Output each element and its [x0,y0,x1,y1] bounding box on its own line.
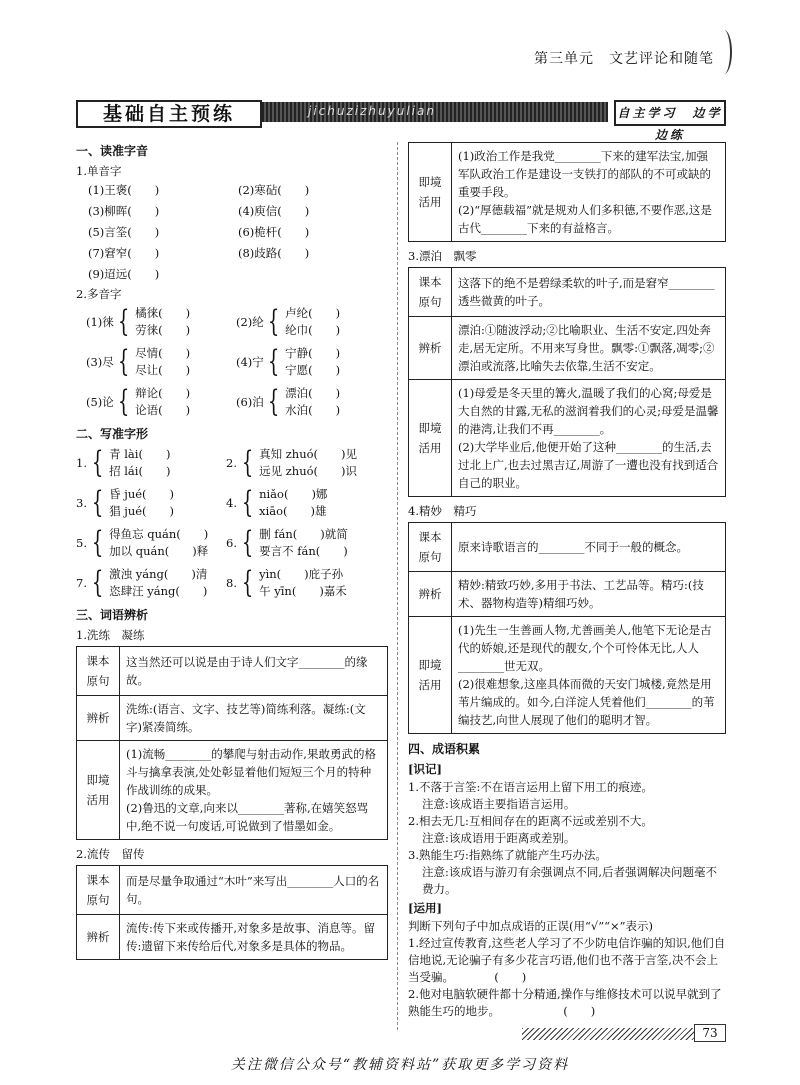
word-table-4 [408,522,726,734]
left-column [76,142,388,966]
writing-line: 午 yīn( )嘉禾 [259,584,347,598]
row-label: 课本原句 [409,268,452,317]
multi-line: 水泊( ) [285,403,341,417]
row-label: 即境活用 [409,380,452,497]
writing-line: 猖 jué( ) [109,504,174,518]
multi-item [236,345,386,379]
idiom-main: 2.相去无几:互相间存在的距离不远或差别不大。 [408,814,653,828]
single-item: (3)柳晖( ) [88,204,160,218]
idiom-note: 注意:该成语与游刃有余强调点不同,后者强调解决问题毫不费力。 [422,865,718,896]
row-text: 这落下的绝不是碧绿柔软的叶子,而是窘窄________透些微黄的叶子。 [452,268,726,317]
writing-item [76,486,226,520]
idiom-main: 1.不落于言筌:不在语言运用上留下用工的痕迹。 [408,780,653,794]
row-text: (2)很难想象,这座具体而微的天安门城楼,竟然是用苇片编成的。如今,白洋淀人凭着他们________的苇编技艺,向世人展现了他们的聪明才智。 [458,677,715,727]
brace-icon: { [91,445,104,480]
brace-icon: { [267,344,280,379]
row-text: 这当然还可以说是由于诗人们文字________的缘故。 [120,647,388,696]
section-title-pronunciation: 一、读准字音 [76,144,149,158]
unit-title: 第三单元 文艺评论和随笔 [534,51,714,67]
brace-icon: { [241,485,254,520]
single-item: (2)寒砧( ) [238,183,310,197]
writing-item [76,446,226,480]
row-text: 精妙:精致巧妙,多用于书法、工艺品等。精巧:(技术、器物构造等)精细巧妙。 [452,572,726,617]
brace-icon: { [241,565,254,600]
multi-line: 尽让( ) [135,363,191,377]
writing-num: 3. [76,496,87,510]
column-divider [397,142,398,1030]
row-text: (1)母爱是冬天里的篝火,温暖了我们的心窝;母爱是大自然的甘露,无私的滋润着我们的心灵;母爱是温馨的港湾,让我们不再________。 [458,386,719,436]
tag-apply: [运用] [408,901,442,915]
writing-num: 5. [76,536,87,550]
row-text: (1)先生一生善画人物,尤善画美人,他笔下无论是古代的娇娘,还是现代的靓女,个个可怜体无比,人人________世无双。 [458,623,712,673]
multi-line: 尽情( ) [135,346,191,360]
footer-note: 关注微信公众号“教辅资料站”获取更多学习资料 [230,1057,570,1073]
row-label: 辨析 [77,915,120,960]
multi-char-grid [86,305,388,419]
writing-line: xiāo( )雄 [259,504,327,518]
row-label: 即境活用 [77,741,120,840]
writing-item [76,526,226,560]
brace-icon: { [117,384,130,419]
multi-line: 卢纶( ) [285,306,341,320]
writing-line: niǎo( )娜 [259,487,328,501]
section-title-idioms: 四、成语积累 [408,742,481,756]
writing-num: 8. [226,576,237,590]
question-1: 1.经过宣传教育,这些老人学习了不少防电信诈骗的知识,他们自信地说,无论骗子有多少花言巧语,他们也不落于言筌,决不会上当受骗。 ( ) [408,936,726,984]
single-item: (5)言筌( ) [88,225,160,239]
writing-grid [76,446,388,600]
row-text: (1)流畅________的攀爬与射击动作,果敢勇武的格斗与擒拿表演,处处彰显着他们短短三个月的特种作战训练的成果。 [126,747,376,797]
multi-head: (3)尽 [86,355,114,369]
header-arc-decoration [716,30,732,74]
writing-num: 2. [226,456,237,470]
single-item: (6)桅杆( ) [238,225,310,239]
single-item: (8)歧路( ) [238,246,310,260]
multi-line: 劳徕( ) [135,323,191,337]
multi-line: 纶巾( ) [285,323,341,337]
row-label: 课本原句 [409,523,452,572]
writing-line: 得鱼忘 quán( ) [109,527,209,541]
writing-item [76,566,226,600]
word-table-3 [408,267,726,497]
brace-icon: { [241,445,254,480]
row-text: 漂泊:①随波浮动;②比喻职业、生活不安定,四处奔走,居无定所。不用来写身世。飘零:①飘落,凋零;②漂泊或流落,比喻失去依靠,生活不安定。 [452,317,726,380]
multi-line: 橘徕( ) [135,306,191,320]
idiom-note: 注意:该成语用于距离或差别。 [422,831,576,845]
row-label: 辨析 [77,696,120,741]
writing-line: 招 lái( ) [109,464,171,478]
multi-line: 宁静( ) [285,346,341,360]
brace-icon: { [91,565,104,600]
right-column [408,142,726,1020]
row-label: 课本原句 [77,647,120,696]
single-item: (1)王褒( ) [88,183,160,197]
banner-pinyin: jichuzizhuyulian [308,104,436,118]
question-2: 2.他对电脑软硬件都十分精通,操作与维修技术可以说早就到了熟能生巧的地步。 ( ) [408,987,722,1018]
multi-item [86,345,236,379]
word-table-1 [76,646,388,840]
brace-icon: { [91,525,104,560]
page-number: 73 [694,1024,726,1042]
single-char-grid [88,182,388,282]
word-table-2 [76,865,388,960]
multi-head: (4)宁 [236,355,264,369]
brace-icon: { [117,344,130,379]
row-text: 流传:传下来或传播开,对象多是故事、消息等。留传:遗留下来传给后代,对象多是具体的物品。 [120,915,388,960]
subsection-single: 1.单音字 [76,164,122,178]
writing-line: 恣肆汪 yáng( ) [109,584,208,598]
footer-hatch-bar [522,1028,694,1040]
multi-line: 宁愿( ) [285,363,341,377]
writing-item [226,566,376,600]
writing-item [226,486,376,520]
multi-line: 辩论( ) [135,386,191,400]
multi-item [236,305,386,339]
row-label: 辨析 [409,572,452,617]
multi-item [236,385,386,419]
row-text: (2)大学毕业后,他便开始了这种________的生活,去过北上广,也去过黑吉辽,周游了一遭也没有找到适合自己的职业。 [458,440,719,490]
writing-line: 真知 zhuó( )见 [259,447,358,461]
single-item: (7)窘窄( ) [88,246,160,260]
writing-num: 4. [226,496,237,510]
writing-item [226,526,376,560]
writing-line: 要言不 fán( ) [259,544,348,558]
multi-item [86,305,236,339]
writing-item [226,446,376,480]
row-text: 洗练:(语言、文字、技艺等)简练利落。凝练:(文字)紧凑简练。 [120,696,388,741]
judge-instruction: 判断下列句子中加点成语的正误(用“√”“×”表示) [408,919,653,933]
writing-line: 昏 jué( ) [109,487,174,501]
writing-line: yìn( )庇子孙 [259,567,344,581]
section-title-writing: 二、写准字形 [76,427,149,441]
row-text: 原来诗歌语言的________不同于一般的概念。 [452,523,726,572]
multi-head: (5)论 [86,395,114,409]
subsection-word-pair: 3.漂泊 飘零 [408,249,477,263]
brace-icon: { [91,485,104,520]
writing-line: 加以 quán( )释 [109,544,209,558]
banner-title: 基础自主预练 [76,100,262,128]
multi-item [86,385,236,419]
idiom-main: 3.熟能生巧:指熟练了就能产生巧办法。 [408,848,607,862]
row-text: (2)鲁迅的文章,向来以________著称,在嬉笑怒骂中,绝不说一句废话,可说做到了惜墨如金。 [126,801,369,833]
brace-icon: { [267,384,280,419]
writing-line: 远见 zhuó( )识 [259,464,358,478]
writing-line: 删 fán( )就简 [259,527,348,541]
brace-icon: { [117,304,130,339]
word-table-2-cont [408,142,726,242]
writing-num: 1. [76,456,87,470]
section-banner [76,100,724,142]
row-label: 即境活用 [409,617,452,734]
row-text: (2)“厚德载福”就是规劝人们多积德,不要作恶,这是古代________下来的有益格言。 [458,203,712,235]
multi-line: 漂泊( ) [285,386,341,400]
writing-num: 6. [226,536,237,550]
multi-head: (2)纶 [236,315,264,329]
subsection-multi: 2.多音字 [76,287,122,301]
row-label: 辨析 [409,317,452,380]
row-label: 课本原句 [77,866,120,915]
row-text: (1)政治工作是我党________下来的建军法宝,加强军队政治工作是建设一支铁打的部队的不可或缺的重要手段。 [458,149,711,199]
multi-head: (6)泊 [236,395,264,409]
subsection-word-pair: 2.流传 留传 [76,847,145,861]
multi-head: (1)徕 [86,315,114,329]
row-text: 而是尽量争取通过“木叶”来写出________人口的名句。 [120,866,388,915]
subsection-word-pair: 4.精妙 精巧 [408,504,477,518]
writing-line: 青 lài( ) [109,447,171,461]
single-item: (4)庾信( ) [238,204,310,218]
idiom-note: 注意:该成语主要指语言运用。 [422,797,576,811]
writing-line: 激浊 yáng( )清 [109,567,208,581]
brace-icon: { [241,525,254,560]
section-title-word-analysis: 三、词语辨析 [76,608,149,622]
banner-tag: 自主学习 边学边练 [614,100,726,126]
brace-icon: { [267,304,280,339]
writing-num: 7. [76,576,87,590]
single-item: (9)迢远( ) [88,267,160,281]
subsection-word-pair: 1.洗练 凝练 [76,628,145,642]
multi-line: 论语( ) [135,403,191,417]
row-label: 即境活用 [409,143,452,242]
tag-memorize: [识记] [408,762,442,776]
